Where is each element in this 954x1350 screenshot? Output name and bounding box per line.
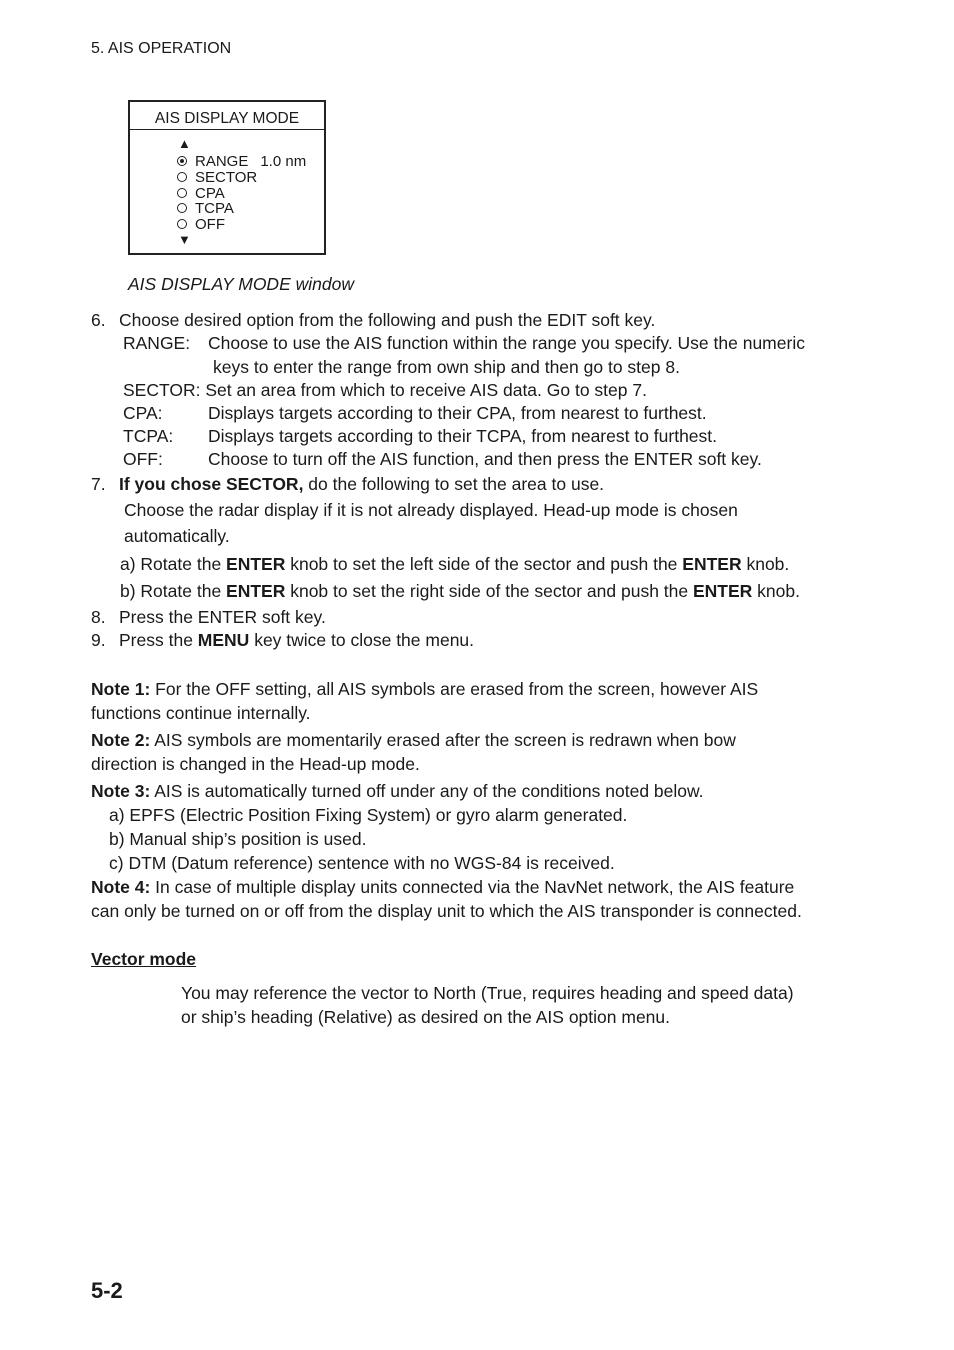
radio-icon[interactable] (177, 219, 187, 229)
step-6-number: 6. (91, 310, 106, 330)
option-label: RANGE (195, 153, 249, 170)
page-number: 5-2 (91, 1278, 123, 1303)
step-7-line-2: Choose the radar display if it is not already displayed. Head-up mode is chosen (124, 500, 738, 520)
sub-a-mid: knob to set the left side of the sector and push the (285, 554, 683, 574)
step-9-number: 9. (91, 630, 106, 650)
menu-option-off[interactable] (177, 217, 225, 233)
sector-option-line: SECTOR: Set an area from which to receive AIS data. Go to step 7. (123, 380, 647, 400)
step-7-line-3: automatically. (124, 526, 230, 546)
note-1-line-1 (91, 678, 758, 700)
enter-key-label: ENTER (692, 581, 753, 601)
enter-key-label: ENTER (682, 554, 742, 574)
step-9-rest: key twice to close the menu. (249, 630, 475, 650)
step-6-text: Choose desired option from the following and push the EDIT soft key. (119, 310, 656, 330)
figure-caption: AIS DISPLAY MODE window (128, 274, 354, 294)
option-label: SECTOR (195, 169, 258, 186)
option-label: OFF (195, 216, 225, 233)
note-1-label: Note 1: (91, 679, 151, 699)
range-value: 1.0 nm (260, 153, 307, 170)
enter-key-label: ENTER (226, 554, 286, 574)
sub-b-prefix: b) Rotate the (120, 581, 227, 601)
vector-text-line-2: or ship’s heading (Relative) as desired on the AIS option menu. (181, 1007, 671, 1027)
menu-key-label: MENU (197, 630, 250, 650)
radio-selected-icon[interactable] (177, 156, 187, 166)
step-8-number: 8. (91, 607, 106, 627)
range-option-desc-2: keys to enter the range from own ship and then go to step 8. (213, 357, 680, 377)
note-3-item-a: a) EPFS (Electric Position Fixing System) or gyro alarm generated. (109, 805, 628, 825)
sub-a-end: knob. (741, 554, 790, 574)
ais-display-mode-window (128, 100, 326, 255)
menu-option-tcpa[interactable] (177, 201, 234, 217)
menu-title: AIS DISPLAY MODE (154, 110, 300, 127)
step-7-number: 7. (91, 474, 106, 494)
step-9-prefix: Press the (119, 630, 198, 650)
off-option-desc: Choose to turn off the AIS function, and then press the ENTER soft key. (208, 449, 762, 469)
note-1-line-2: functions continue internally. (91, 703, 311, 723)
scroll-down-arrow-icon[interactable]: ▼ (178, 232, 191, 247)
note-2-line-2: direction is changed in the Head-up mode. (91, 754, 420, 774)
sub-b-mid: knob to set the right side of the sector and push the (285, 581, 693, 601)
range-option-label: RANGE: (123, 333, 191, 353)
sub-a-prefix: a) Rotate the (120, 554, 227, 574)
cpa-option-desc: Displays targets according to their CPA, from nearest to furthest. (208, 403, 707, 423)
step-7-bold: If you chose SECTOR, (119, 474, 304, 494)
note-1-text: For the OFF setting, all AIS symbols are erased from the screen, however AIS (150, 679, 759, 699)
vector-text-line-1: You may reference the vector to North (True, requires heading and speed data) (181, 983, 794, 1003)
enter-key-label: ENTER (226, 581, 286, 601)
range-option-desc-1: Choose to use the AIS function within the range you specify. Use the numeric (208, 333, 805, 353)
radio-icon[interactable] (177, 188, 187, 198)
note-3-item-b: b) Manual ship’s position is used. (109, 829, 367, 849)
note-3-label: Note 3: (91, 781, 151, 801)
tcpa-option-desc: Displays targets according to their TCPA, from nearest to furthest. (208, 426, 718, 446)
step-7-text (119, 473, 604, 495)
step-7-sub-b (120, 580, 800, 602)
option-label: TCPA (195, 200, 234, 217)
step-7-rest: do the following to set the area to use. (303, 474, 605, 494)
sub-b-end: knob. (752, 581, 800, 601)
note-3-item-c: c) DTM (Datum reference) sentence with no WGS-84 is received. (109, 853, 615, 873)
note-2-line-1 (91, 729, 736, 751)
radio-icon[interactable] (177, 172, 187, 182)
menu-option-sector[interactable] (177, 170, 257, 186)
note-4-line-1 (91, 876, 794, 898)
scroll-up-arrow-icon[interactable]: ▲ (178, 136, 191, 151)
menu-title-divider (130, 129, 324, 130)
option-label: CPA (195, 185, 225, 202)
note-2-label: Note 2: (91, 730, 151, 750)
tcpa-option-label: TCPA: (123, 426, 174, 446)
note-4-text: In case of multiple display units connected via the NavNet network, the AIS feature (150, 877, 795, 897)
menu-option-range[interactable] (177, 154, 306, 170)
note-4-label: Note 4: (91, 877, 151, 897)
step-9-text (119, 629, 474, 651)
note-3-text: AIS is automatically turned off under any of the conditions noted below. (150, 781, 704, 801)
note-4-line-2: can only be turned on or off from the display unit to which the AIS transponder is connected. (91, 901, 802, 921)
note-3-line-1 (91, 780, 704, 802)
step-7-sub-a (120, 553, 789, 575)
radio-icon[interactable] (177, 203, 187, 213)
note-2-text: AIS symbols are momentarily erased after the screen is redrawn when bow (150, 730, 736, 750)
step-8-text: Press the ENTER soft key. (119, 607, 326, 627)
section-heading-vector-mode: Vector mode (91, 949, 197, 969)
running-header: 5. AIS OPERATION (91, 40, 232, 57)
cpa-option-label: CPA: (123, 403, 163, 423)
off-option-label: OFF: (123, 449, 163, 469)
